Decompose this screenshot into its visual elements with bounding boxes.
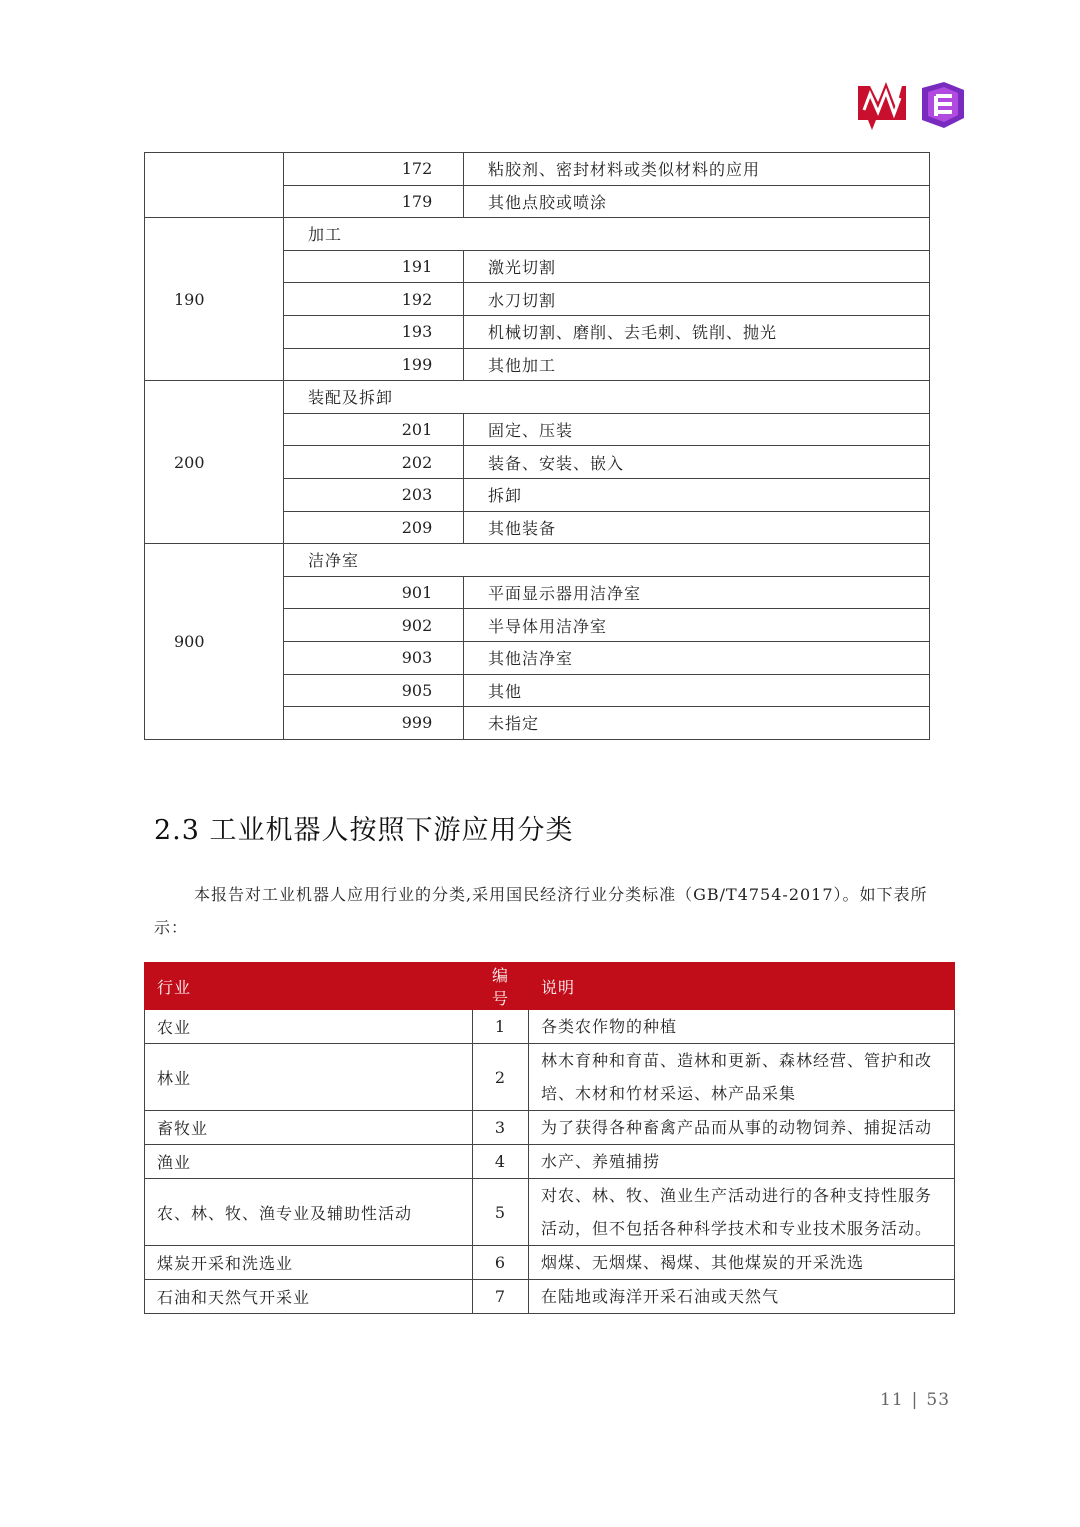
sub-desc-cell: 未指定	[464, 707, 930, 740]
sub-code-cell: 179	[284, 185, 464, 218]
sub-desc-cell: 装备、安装、嵌入	[464, 446, 930, 479]
sub-code-cell: 902	[284, 609, 464, 642]
table-row	[145, 153, 930, 186]
page-separator: |	[911, 1390, 919, 1410]
sub-code-cell: 193	[284, 315, 464, 348]
sub-desc-cell: 水刀切割	[464, 283, 930, 316]
industry-cell: 农业	[145, 1010, 473, 1044]
number-cell: 4	[473, 1145, 529, 1179]
industry-cell: 石油和天然气开采业	[145, 1280, 473, 1314]
note-cell: 各类农作物的种植	[529, 1010, 955, 1044]
sub-desc-cell: 半导体用洁净室	[464, 609, 930, 642]
number-cell: 6	[473, 1246, 529, 1280]
header-number: 编号	[473, 963, 529, 1010]
sub-code-cell: 191	[284, 250, 464, 283]
number-cell: 7	[473, 1280, 529, 1314]
sub-code-cell: 209	[284, 511, 464, 544]
sub-code-cell: 901	[284, 576, 464, 609]
industry-cell: 渔业	[145, 1145, 473, 1179]
section-title: 2.3 工业机器人按照下游应用分类	[154, 815, 574, 846]
sub-code-cell: 905	[284, 674, 464, 707]
number-cell: 1	[473, 1010, 529, 1044]
number-cell: 2	[473, 1044, 529, 1111]
sub-desc-cell: 其他点胶或喷涂	[464, 185, 930, 218]
table-row	[145, 1111, 955, 1145]
sub-desc-cell: 其他洁净室	[464, 641, 930, 674]
sub-code-cell: 192	[284, 283, 464, 316]
header-logos	[856, 80, 968, 132]
group-title-cell: 装配及拆卸	[284, 381, 930, 414]
note-cell: 为了获得各种畜禽产品而从事的动物饲养、捕捉活动	[529, 1111, 955, 1145]
major-code-cell	[145, 153, 284, 218]
table-row	[145, 1179, 955, 1246]
header-industry: 行业	[145, 963, 473, 1010]
industry-cell: 煤炭开采和洗选业	[145, 1246, 473, 1280]
sub-code-cell: 903	[284, 641, 464, 674]
sub-desc-cell: 固定、压装	[464, 413, 930, 446]
industry-cell: 林业	[145, 1044, 473, 1111]
purple-cube-logo	[922, 82, 964, 128]
note-cell: 林木育种和育苗、造林和更新、森林经营、管护和改培、木材和竹材采运、林产品采集	[529, 1044, 955, 1111]
note-cell: 在陆地或海洋开采石油或天然气	[529, 1280, 955, 1314]
red-mic-logo	[858, 82, 906, 130]
industry-cell: 农、林、牧、渔专业及辅助性活动	[145, 1179, 473, 1246]
major-code-cell: 200	[145, 381, 284, 544]
table-row	[145, 1246, 955, 1280]
sub-desc-cell: 其他装备	[464, 511, 930, 544]
table-row	[145, 1280, 955, 1314]
major-code-cell: 900	[145, 544, 284, 740]
sub-desc-cell: 其他	[464, 674, 930, 707]
sub-code-cell: 203	[284, 478, 464, 511]
sub-code-cell: 172	[284, 153, 464, 186]
number-cell: 3	[473, 1111, 529, 1145]
classification-table	[144, 152, 930, 740]
table-row	[145, 1044, 955, 1111]
group-title-cell: 加工	[284, 218, 930, 251]
sub-code-cell: 202	[284, 446, 464, 479]
table-row	[145, 381, 930, 414]
table-row	[145, 1145, 955, 1179]
section-intro: 本报告对工业机器人应用行业的分类,采用国民经济行业分类标准（GB/T4754-2017）。如下表所示：	[154, 885, 928, 937]
sub-code-cell: 199	[284, 348, 464, 381]
current-page: 11	[880, 1390, 904, 1410]
sub-desc-cell: 拆卸	[464, 478, 930, 511]
group-title-cell: 洁净室	[284, 544, 930, 577]
sub-desc-cell: 粘胶剂、密封材料或类似材料的应用	[464, 153, 930, 186]
page-number	[880, 1390, 950, 1410]
sub-desc-cell: 机械切割、磨削、去毛刺、铣削、抛光	[464, 315, 930, 348]
sub-code-cell: 999	[284, 707, 464, 740]
header-note: 说明	[529, 963, 955, 1010]
total-pages: 53	[926, 1390, 951, 1410]
sub-code-cell: 201	[284, 413, 464, 446]
note-cell: 对农、林、牧、渔业生产活动进行的各种支持性服务活动，但不包括各种科学技术和专业技术服务活动。	[529, 1179, 955, 1246]
sub-desc-cell: 平面显示器用洁净室	[464, 576, 930, 609]
note-cell: 烟煤、无烟煤、褐煤、其他煤炭的开采洗选	[529, 1246, 955, 1280]
note-cell: 水产、养殖捕捞	[529, 1145, 955, 1179]
industry-table	[144, 962, 955, 1314]
table-row	[145, 544, 930, 577]
sub-desc-cell: 激光切割	[464, 250, 930, 283]
table-header-row	[145, 963, 955, 1010]
major-code-cell: 190	[145, 218, 284, 381]
table-row	[145, 218, 930, 251]
industry-cell: 畜牧业	[145, 1111, 473, 1145]
sub-desc-cell: 其他加工	[464, 348, 930, 381]
number-cell: 5	[473, 1179, 529, 1246]
table-row	[145, 1010, 955, 1044]
